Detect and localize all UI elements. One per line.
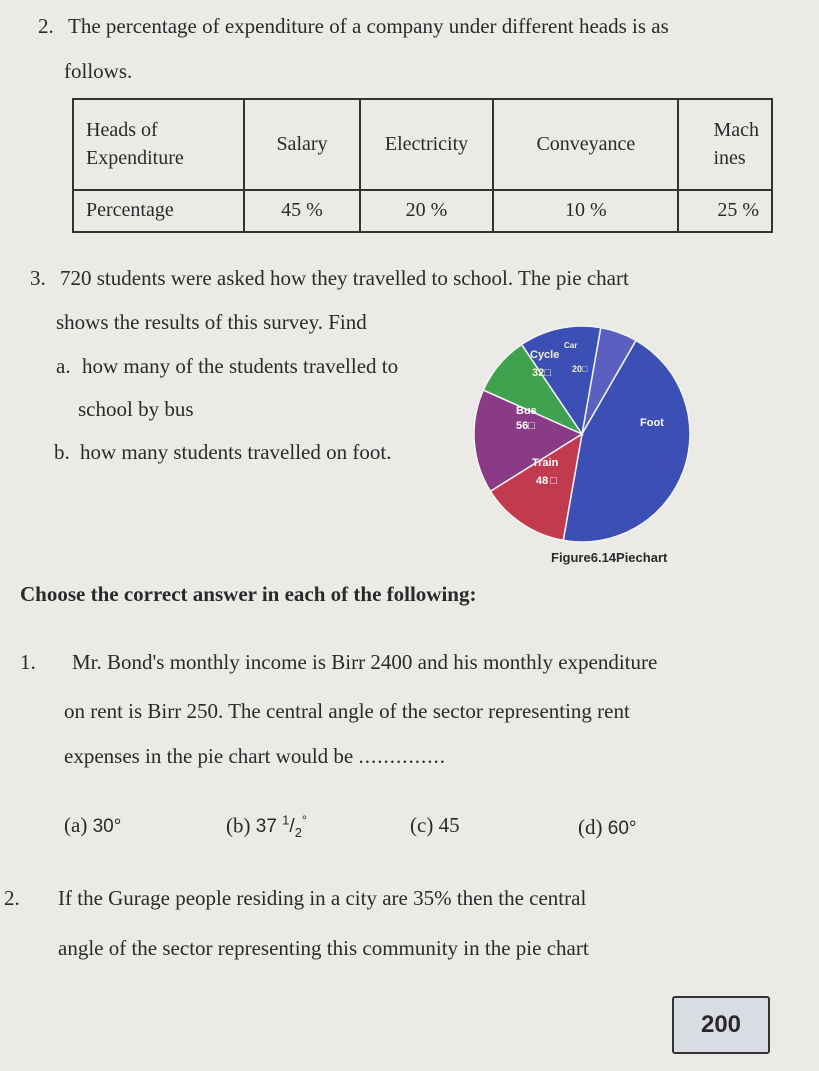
mc1-blank: .............. [358,744,446,768]
q3-line1: 720 students were asked how they travelled to school. The pie chart [60,266,629,290]
q3-number: 3. [30,266,46,290]
value-salary: 45 % [244,190,359,232]
label-bus: Bus [516,405,537,417]
q3a-line2: school by bus [78,397,194,421]
label-car-angle [572,364,588,374]
header-label-line2: Expenditure [86,147,184,170]
option-c-label: (c) [410,813,434,837]
table-header-label [73,99,244,190]
bus-angle-value: 56 [516,420,529,432]
car-angle-value: 20 [572,364,583,374]
q3b-line1: how many students travelled on foot. [80,440,392,464]
q3a-line1: how many of the students travelled to [82,354,399,378]
label-train-angle [536,475,557,487]
label-foot: Foot [640,417,664,429]
table-header-row [73,99,772,190]
option-b-value: 37 $^1/_2^\circ$ [255,813,308,841]
table-row [73,190,772,232]
label-train: Train [532,457,559,469]
q3b-label: b. [54,440,70,464]
header-label-line1: Heads of [86,119,158,142]
mc1-option-c[interactable] [410,813,460,838]
mc2-line2: angle of the sector representing this community in the pie chart [58,936,589,960]
mc1-line3-text: expenses in the pie chart would be [64,744,354,768]
value-machines: 25 % [678,190,772,232]
mc1-line3 [64,744,446,769]
header-machines [678,99,772,190]
header-machines-line2: ines [713,147,746,170]
mc1-option-a[interactable] [64,813,121,839]
value-electricity: 20 % [360,190,494,232]
label-cycle: Cycle [530,349,560,361]
mc1-option-d[interactable] [578,815,636,841]
q3-line2: shows the results of this survey. Find [56,310,367,334]
label-car: Car [564,341,578,350]
label-bus-angle [516,420,535,432]
row-label: Percentage [73,190,244,232]
q2-line2: follows. [64,59,133,83]
expenditure-table [72,98,773,233]
figure-caption: Figure6.14Piechart [551,550,668,565]
option-d-label: (d) [578,815,603,839]
bus-angle-symbol: □ [528,420,535,432]
car-angle-symbol: □ [582,364,588,374]
section-heading: Choose the correct answer in each of the following: [20,582,477,606]
mc1-number: 1. [20,650,36,674]
train-angle-value: 48 [536,475,549,487]
q2-number: 2. [38,14,54,38]
mc1-line2: on rent is Birr 250. The central angle of the sector representing rent [64,699,630,723]
mc2-number: 2. [4,886,20,910]
mc1-line1: Mr. Bond's monthly income is Birr 2400 and his monthly expenditure [72,650,658,674]
header-conveyance: Conveyance [493,99,678,190]
value-conveyance: 10 % [493,190,678,232]
page-number: 200 [672,996,770,1054]
train-angle-symbol: □ [550,475,557,487]
q3a-label: a. [56,354,71,378]
option-a-label: (a) [64,813,88,837]
option-d-value: 60° [607,818,637,839]
mc1-option-b[interactable] [226,813,307,841]
option-c-value: 45 [438,813,460,837]
option-a-value: 30° [92,816,122,837]
option-b-label: (b) [226,813,251,838]
header-electricity: Electricity [360,99,494,190]
q2-line1: The percentage of expenditure of a company under different heads is as [68,14,669,38]
cycle-angle-symbol: □ [544,367,551,379]
pie-chart [470,322,710,547]
label-cycle-angle [532,367,551,379]
header-salary: Salary [244,99,359,190]
pie-svg [470,322,710,547]
header-machines-line1: Mach [713,119,759,142]
cycle-angle-value: 32 [532,367,545,379]
mc2-line1: If the Gurage people residing in a city are 35% then the central [58,886,587,910]
